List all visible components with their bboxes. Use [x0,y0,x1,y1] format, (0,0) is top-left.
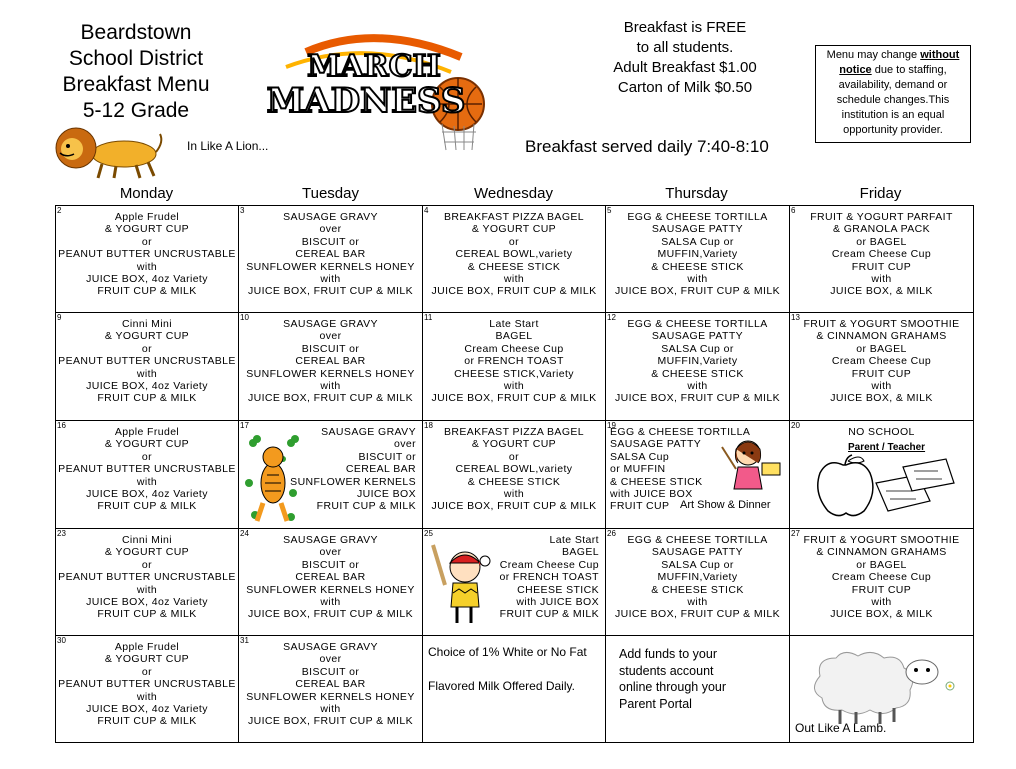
menu-line: Choice of 1% White or No Fat [428,645,587,659]
menu-line: SALSA Cup or [661,558,734,571]
menu-line: BISCUIT or [301,665,360,678]
menu-line: MUFFIN,Variety [657,248,738,261]
menu-line: CEREAL BOWL,variety [455,248,573,261]
menu-line: BREAKFAST PIZZA BAGEL [443,426,585,438]
menu-line: FRUIT CUP & MILK [499,608,599,621]
day-cell [790,206,974,313]
menu-line: or FRENCH TOAST [464,355,564,368]
menu-line: MUFFIN,Variety [657,355,738,368]
menu-line: SAUSAGE PATTY [651,330,744,343]
menu-line: & CHEESE STICK [467,260,561,273]
menu-line: & GRANOLA PACK [832,223,931,236]
day-cell [790,529,974,636]
menu-line: with [136,475,158,488]
menu-line: SUNFLOWER KERNELS HONEY [246,367,415,380]
menu-line: with [503,380,525,393]
menu-line: PEANUT BUTTER UNCRUSTABLE [58,248,236,261]
menu-line: JUICE BOX, 4oz Variety [86,488,208,501]
menu-line: or BAGEL [856,235,907,248]
menu-items [606,313,789,405]
menu-line: or BAGEL [856,342,907,355]
menu-line: Cinni Mini [121,318,173,330]
menu-line: with [871,273,892,286]
day-cell [239,206,423,313]
menu-line: Cream Cheese Cup [831,248,932,261]
menu-line: or [141,665,153,678]
menu-line: SAUSAGE GRAVY [283,641,378,653]
menu-line: FRUIT CUP & MILK [97,715,197,728]
menu-notice: Menu may change without notice due to staffing, availability, demand or schedule changes.This institution is an equal opportunity provider. [815,45,971,143]
menu-line: or [141,558,153,571]
menu-line: with [136,260,158,273]
menu-items [606,206,789,298]
day-cell [56,206,239,313]
day-cell [606,421,790,529]
day-cell [606,529,790,636]
day-cell [239,421,423,529]
conference-label: Parent / Teacher [848,442,926,453]
menu-line: over [319,653,342,666]
day-cell [56,529,239,636]
menu-line: PEANUT BUTTER UNCRUSTABLE [58,678,236,691]
menu-items [790,313,973,405]
menu-items [56,206,238,298]
menu-line: JUICE BOX, FRUIT CUP & MILK [614,392,781,405]
menu-line: EGG & CHEESE TORTILLA [627,211,768,223]
lion-caption: In Like A Lion... [187,139,269,153]
title-line: 5-12 Grade [82,99,190,122]
menu-line: BISCUIT or [301,235,360,248]
menu-line: & YOGURT CUP [104,223,190,236]
menu-line: students account [619,663,714,678]
title-line: Breakfast Menu [62,73,210,96]
menu-items [423,206,605,298]
menu-line: & YOGURT CUP [104,438,190,451]
menu-line: JUICE BOX, FRUIT CUP & MILK [247,392,414,405]
menu-line: MUFFIN,Variety [657,571,738,584]
menu-line: FRUIT CUP & MILK [97,392,197,405]
menu-line: & CHEESE STICK [467,475,561,488]
menu-line: or BAGEL [856,558,907,571]
week-row [56,421,974,529]
day-cell [790,313,974,421]
date-number: 9 [57,313,62,322]
menu-line: or MUFFIN [610,463,666,476]
menu-line: Flavored Milk Offered Daily. [428,679,575,693]
menu-line: over [319,330,342,343]
menu-items [56,313,238,405]
menu-line: with [320,273,341,286]
menu-line: online through your [619,680,727,694]
day-cell [790,636,974,743]
menu-line: Cinni Mini [121,534,173,546]
menu-line: with [687,380,708,393]
menu-line: with [687,596,708,609]
day-cell [56,636,239,743]
menu-line: Add funds to your [619,647,717,661]
date-number: 6 [791,206,796,215]
menu-line: PEANUT BUTTER UNCRUSTABLE [58,355,236,368]
day-cell [423,421,606,529]
date-number: 10 [240,313,249,322]
menu-line: SUNFLOWER KERNELS HONEY [246,260,415,273]
menu-line: or FRENCH TOAST [499,571,599,584]
menu-line: JUICE BOX, 4oz Variety [86,273,208,286]
date-number: 5 [607,206,612,215]
day-cell [423,529,606,636]
day-header-thursday: Thursday [665,185,728,202]
menu-line: with [503,488,525,501]
menu-line: FRUIT & YOGURT PARFAIT [810,211,953,223]
day-cell [606,636,790,743]
day-cell [239,636,423,743]
menu-line: SALSA Cup or [661,235,734,248]
banner-line1: MARCH [307,49,441,84]
banner-line2: MADNESS [266,81,466,121]
menu-line: FRUIT CUP [610,500,670,513]
menu-line: CEREAL BAR [345,463,416,476]
price-info: Breakfast is FREE to all students. Adult Breakfast $1.00 Carton of Milk $0.50 [613,19,757,96]
menu-line: CEREAL BAR [295,355,366,368]
menu-items [56,421,238,513]
menu-line: JUICE BOX [356,488,416,501]
menu-line: SUNFLOWER KERNELS HONEY [246,690,415,703]
menu-line: with [871,380,892,393]
menu-line: Cream Cheese Cup [831,355,932,368]
date-number: 20 [791,421,800,430]
day-cell [56,313,239,421]
date-number: 4 [424,206,429,215]
day-cell [56,421,239,529]
day-cell [606,313,790,421]
title-line: Beardstown [80,21,192,44]
menu-line: Late Start [549,534,599,546]
menu-line: Apple Frudel [114,211,180,223]
menu-line: or [508,450,520,463]
apple-papers-icon [808,453,958,523]
day-header-tuesday: Tuesday [302,185,359,202]
menu-line: with [136,583,158,596]
menu-line: & YOGURT CUP [104,546,190,559]
menu-items [606,529,789,621]
tigger-shamrock-icon [243,433,303,525]
menu-line: JUICE BOX, FRUIT CUP & MILK [247,608,414,621]
menu-line: with [687,273,708,286]
menu-line: CEREAL BOWL,variety [455,463,573,476]
menu-line: & CHEESE STICK [651,260,744,273]
menu-line: JUICE BOX, 4oz Variety [86,380,208,393]
menu-line: FRUIT CUP [851,583,912,596]
date-number: 3 [240,206,245,215]
menu-line: FRUIT CUP [851,367,912,380]
funds-text [606,636,789,712]
menu-items [423,421,605,513]
menu-line: & CINNAMON GRAHAMS [816,330,947,343]
menu-line: JUICE BOX, 4oz Variety [86,703,208,716]
lamb-text [790,636,973,641]
date-number: 26 [607,529,616,538]
menu-line: BISCUIT or [301,342,360,355]
menu-line: & YOGURT CUP [471,223,557,236]
menu-line: with JUICE BOX [516,596,599,609]
menu-line: FRUIT & YOGURT SMOOTHIE [803,534,960,546]
lamb-icon [800,646,965,726]
day-header-wednesday: Wednesday [474,185,553,202]
date-number: 17 [240,421,249,430]
menu-line: Cream Cheese Cup [831,571,932,584]
menu-line: SAUSAGE PATTY [651,546,744,559]
menu-line: FRUIT & YOGURT SMOOTHIE [803,318,960,330]
menu-items [790,206,973,298]
day-header-friday: Friday [859,185,902,202]
menu-line: Parent Portal [619,696,692,711]
menu-line: with [136,690,158,703]
menu-line: BISCUIT or [358,450,416,463]
menu-line: SAUSAGE GRAVY [283,211,378,223]
menu-line: with JUICE BOX [610,488,693,501]
menu-line: SAUSAGE GRAVY [321,426,416,438]
menu-line: & YOGURT CUP [104,653,190,666]
menu-line: FRUIT CUP & MILK [97,608,197,621]
menu-line: Apple Frudel [114,426,180,438]
menu-items [790,421,973,438]
date-number: 23 [57,529,66,538]
girl-painter-icon [714,429,784,499]
menu-line: JUICE BOX, FRUIT CUP & MILK [247,715,414,728]
art-show-label: Art Show & Dinner [680,499,771,511]
menu-line: with [320,380,341,393]
date-number: 11 [424,313,433,322]
menu-line: with [320,596,341,609]
date-number: 25 [424,529,433,538]
menu-line: JUICE BOX, FRUIT CUP & MILK [431,500,597,513]
menu-items [790,529,973,621]
menu-line: PEANUT BUTTER UNCRUSTABLE [58,463,236,476]
date-number: 27 [791,529,800,538]
march-madness-banner [246,32,514,152]
menu-line: BISCUIT or [301,558,360,571]
date-number: 2 [57,206,62,215]
day-cell [423,636,606,743]
menu-calendar-grid [55,205,974,743]
menu-line: BREAKFAST PIZZA BAGEL [443,211,585,223]
menu-line: or [141,342,153,355]
menu-line: JUICE BOX, FRUIT CUP & MILK [614,608,781,621]
menu-line: EGG & CHEESE TORTILLA [627,318,768,330]
menu-line: EGG & CHEESE TORTILLA [627,534,768,546]
menu-line: CHEESE STICK,Variety [454,367,574,380]
menu-line: & CHEESE STICK [610,475,703,488]
menu-line: JUICE BOX, FRUIT CUP & MILK [431,285,597,298]
menu-line: or [508,235,520,248]
day-cell [790,421,974,529]
date-number: 13 [791,313,800,322]
menu-items [239,206,422,298]
menu-line: CEREAL BAR [295,248,366,261]
menu-line: JUICE BOX, FRUIT CUP & MILK [614,285,781,298]
menu-items [239,529,422,621]
date-number: 30 [57,636,66,645]
day-cell [423,206,606,313]
menu-line: CEREAL BAR [295,678,366,691]
menu-line: SAUSAGE PATTY [610,438,702,451]
date-number: 12 [607,313,616,322]
menu-items [56,636,238,728]
week-row [56,313,974,421]
menu-line: over [319,546,342,559]
menu-line: JUICE BOX, 4oz Variety [86,596,208,609]
menu-line: Cream Cheese Cup [499,558,599,571]
menu-line: with [136,367,158,380]
lamb-caption: Out Like A Lamb. [795,721,887,735]
menu-line: CEREAL BAR [295,571,366,584]
menu-line: Cream Cheese Cup [464,342,564,355]
menu-line: & CHEESE STICK [651,367,744,380]
menu-line: over [319,223,342,236]
date-number: 16 [57,421,66,430]
menu-line: FRUIT CUP & MILK [97,500,197,513]
menu-line: JUICE BOX, FRUIT CUP & MILK [431,392,597,405]
menu-items [423,313,605,405]
menu-line: BAGEL [495,330,533,343]
menu-line: BAGEL [561,546,599,559]
date-number: 19 [607,421,616,430]
menu-line: PEANUT BUTTER UNCRUSTABLE [58,571,236,584]
menu-line: JUICE BOX, FRUIT CUP & MILK [247,285,414,298]
menu-line: or [141,450,153,463]
menu-line: & CHEESE STICK [651,583,744,596]
menu-line: NO SCHOOL [848,426,915,438]
menu-line: & YOGURT CUP [104,330,190,343]
day-cell [423,313,606,421]
charlie-brown-baseball-icon [427,541,493,631]
menu-line: JUICE BOX, & MILK [830,285,933,298]
lion-icon [36,122,166,182]
note-text [423,636,605,695]
menu-line: SAUSAGE PATTY [651,223,744,236]
menu-items [239,636,422,728]
menu-line: or [141,235,153,248]
menu-line [428,661,605,678]
menu-line: SUNFLOWER KERNELS HONEY [246,583,415,596]
serving-time: Breakfast served daily 7:40-8:10 [525,137,769,156]
menu-items [56,529,238,621]
date-number: 31 [240,636,249,645]
menu-line: FRUIT CUP & MILK [97,285,197,298]
menu-line: Late Start [489,318,539,330]
menu-line: & CINNAMON GRAHAMS [816,546,947,559]
menu-line: SAUSAGE GRAVY [283,534,378,546]
menu-line: CHEESE STICK [517,583,599,596]
date-number: 24 [240,529,249,538]
menu-line: SAUSAGE GRAVY [283,318,378,330]
week-row [56,206,974,313]
menu-line: SALSA Cup [610,450,670,463]
title-line: School District [68,47,204,70]
menu-line: & YOGURT CUP [471,438,557,451]
week-row [56,529,974,636]
menu-line: with [503,273,525,286]
menu-line: SUNFLOWER KERNELS [290,475,416,488]
menu-line: JUICE BOX, & MILK [830,608,933,621]
menu-line: SALSA Cup or [661,342,734,355]
menu-line: Apple Frudel [114,641,180,653]
menu-line: JUICE BOX, & MILK [830,392,933,405]
day-header-monday: Monday [119,185,174,202]
menu-line: with [320,703,341,716]
menu-line: FRUIT CUP [851,260,912,273]
menu-line: over [393,438,416,451]
menu-line: EGG & CHEESE TORTILLA [610,426,751,438]
week-row [56,636,974,743]
day-cell [239,529,423,636]
menu-title [48,20,224,124]
menu-line: with [871,596,892,609]
day-cell [239,313,423,421]
date-number: 18 [424,421,433,430]
day-cell [606,206,790,313]
menu-items [239,313,422,405]
menu-line: FRUIT CUP & MILK [316,500,416,513]
